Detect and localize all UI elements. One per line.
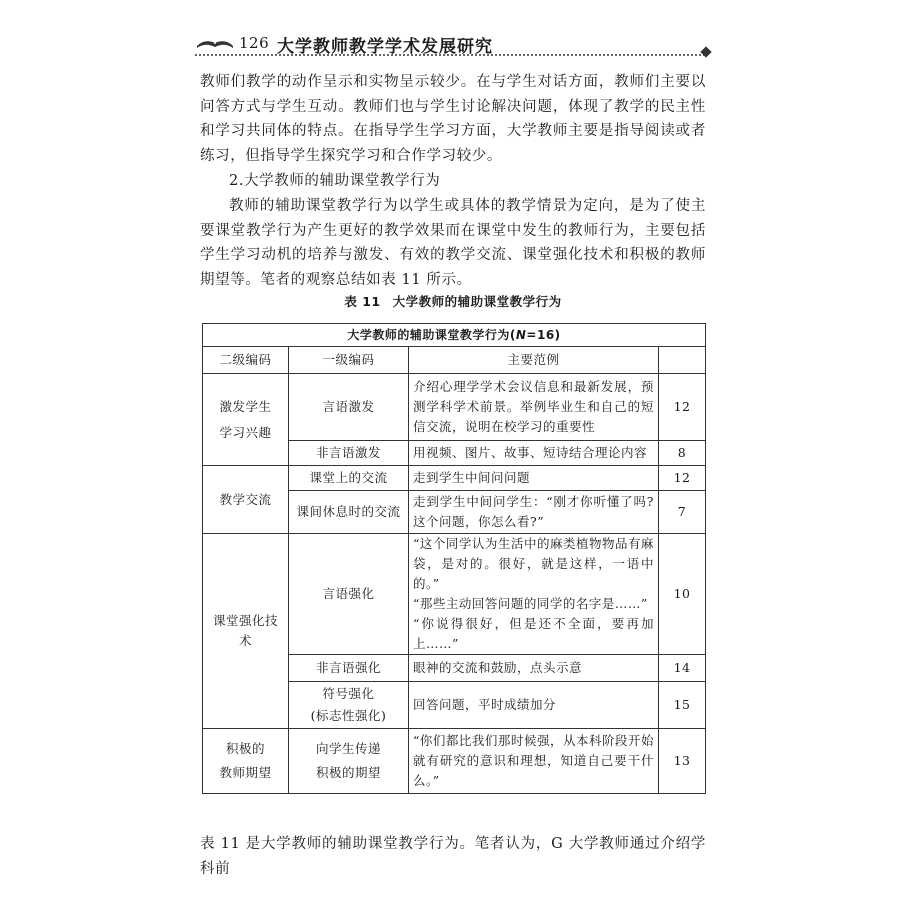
table-title: 大学教师的辅助课堂教学行为(N=16): [203, 324, 706, 347]
secondary-code-cell: 教学交流: [203, 466, 289, 534]
secondary-code-cell: 激发学生 学习兴趣: [203, 374, 289, 466]
table-header-row: [203, 347, 706, 374]
example-cell: 介绍心理学学术会议信息和最新发展，预测学科学术前景。举例毕业生和自己的短信交流，说明在校学习的重要性: [409, 374, 659, 441]
paragraph-2: 教师的辅助课堂教学行为以学生或具体的教学情景为定向，是为了使主要课堂教学行为产生更好的教学效果而在课堂中发生的教师行为，主要包括学生学习动机的培养与激发、有效的教学交流、课堂强化技术和积极的教师期望等。笔者的观察总结如表 11 所示。: [200, 198, 706, 288]
count-cell: 12: [659, 466, 706, 491]
table-title-row: [203, 324, 706, 347]
count-cell: 7: [659, 491, 706, 534]
table-caption-title: 大学教师的辅助课堂教学行为: [392, 294, 562, 309]
example-cell: “你们都比我们那时候强，从本科阶段开始就有研究的意识和理想，知道自己要干什么。”: [409, 729, 659, 794]
paragraph-1: 教师们教学的动作呈示和实物呈示较少。在与学生对话方面，教师们主要以问答方式与学生互动。教师们也与学生讨论解决问题，体现了教学的民主性和学习共同体的特点。在指导学生学习方面，大学教师主要是指导阅读或者练习，但指导学生探究学习和合作学习较少。: [200, 74, 706, 164]
table-caption: [200, 292, 706, 310]
count-cell: 8: [659, 441, 706, 466]
section-heading: 2.大学教师的辅助课堂教学行为: [229, 173, 441, 189]
behavior-table: [202, 323, 706, 794]
secondary-code-cell: 课堂强化技术: [203, 534, 289, 729]
primary-code-cell: 课堂上的交流: [289, 466, 409, 491]
example-cell: 用视频、图片、故事、短诗结合理论内容: [409, 441, 659, 466]
header-example: 主要范例: [409, 347, 659, 374]
example-cell: 眼神的交流和鼓励，点头示意: [409, 655, 659, 682]
table-row: [203, 534, 706, 655]
count-cell: 15: [659, 682, 706, 729]
example-cell: 回答问题，平时成绩加分: [409, 682, 659, 729]
count-cell: 13: [659, 729, 706, 794]
header-secondary-code: 二级编码: [203, 347, 289, 374]
header-count: [659, 347, 706, 374]
header-divider: [195, 54, 705, 56]
primary-code-cell: 言语激发: [289, 374, 409, 441]
example-cell: 走到学生中间问学生：“刚才你听懂了吗?这个问题，你怎么看?”: [409, 491, 659, 534]
primary-code-cell: 非言语激发: [289, 441, 409, 466]
book-title: 大学教师教学学术发展研究: [277, 37, 493, 57]
open-book-icon: [195, 34, 235, 50]
page-number: 126: [239, 34, 270, 52]
table-row: [203, 466, 706, 491]
count-cell: 12: [659, 374, 706, 441]
primary-code-cell: 言语强化: [289, 534, 409, 655]
header-primary-code: 一级编码: [289, 347, 409, 374]
table-row: [203, 374, 706, 441]
primary-code-cell: 向学生传递 积极的期望: [289, 729, 409, 794]
example-cell: 走到学生中间问问题: [409, 466, 659, 491]
example-cell: “这个同学认为生活中的麻类植物物品有麻袋，是对的。很好，就是这样，一语中的。” “那些主动回答问题的同学的名字是……” “你说得很好，但是还不全面，要再加上……”: [409, 534, 659, 655]
paragraph-3: 表 11 是大学教师的辅助课堂教学行为。笔者认为，G 大学教师通过介绍学科前: [200, 836, 706, 877]
primary-code-cell: 符号强化 (标志性强化): [289, 682, 409, 729]
secondary-code-cell: 积极的 教师期望: [203, 729, 289, 794]
count-cell: 14: [659, 655, 706, 682]
table-caption-number: 表 11: [344, 294, 381, 309]
primary-code-cell: 非言语强化: [289, 655, 409, 682]
table-row: [203, 729, 706, 794]
count-cell: 10: [659, 534, 706, 655]
primary-code-cell: 课间休息时的交流: [289, 491, 409, 534]
